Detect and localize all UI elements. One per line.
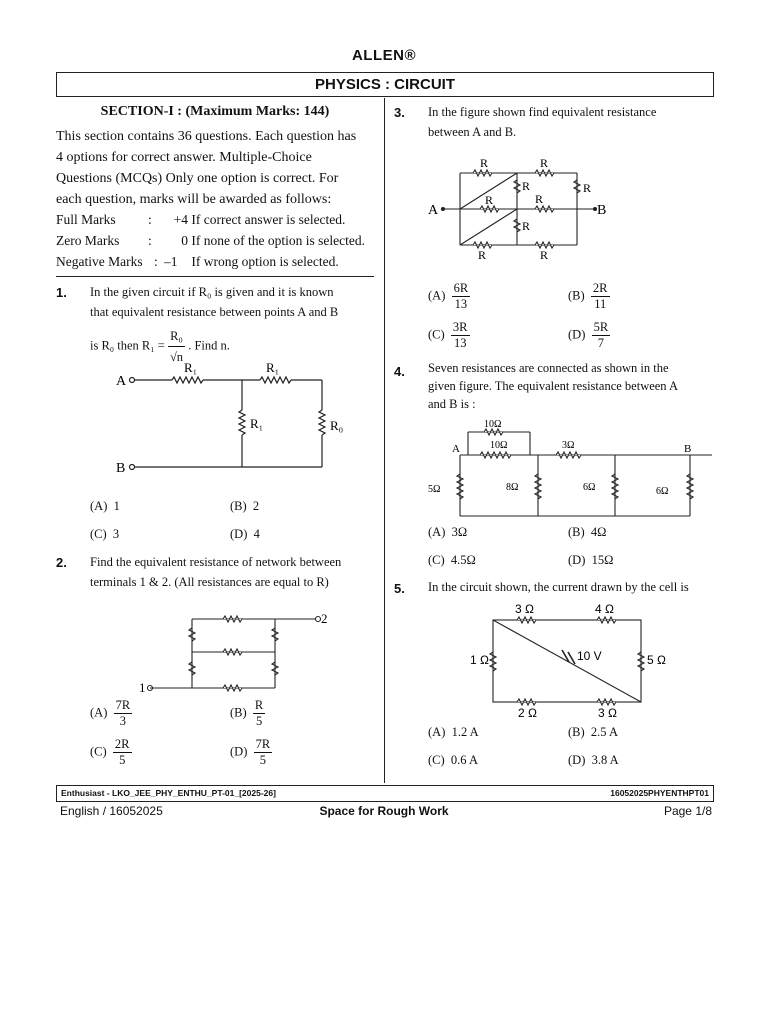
q4-option-a[interactable] (428, 525, 467, 540)
question-2-text (90, 552, 374, 592)
q3-option-c[interactable] (428, 320, 470, 351)
page-number: Page 1/8 (663, 804, 712, 818)
marks-value: 0 (181, 233, 188, 248)
option-fraction (592, 320, 611, 351)
question-4-text (428, 359, 712, 413)
q2-option-c[interactable] (90, 737, 132, 768)
r1-label: R₁ (184, 360, 198, 375)
question-3-text (428, 102, 712, 142)
fraction-den: √n (169, 350, 184, 364)
resistor-label: R (540, 156, 549, 170)
option-value: 4 (253, 527, 260, 541)
q2-circuit-diagram (135, 610, 335, 700)
marks-desc: If wrong option is selected. (191, 254, 339, 269)
q1-option-b[interactable] (230, 499, 259, 514)
option-value: 3Ω (451, 525, 468, 539)
fraction-num: 2R (114, 737, 130, 751)
option-value: 1 (113, 499, 120, 513)
option-value: 2 (252, 499, 260, 513)
intro-line: Questions (MCQs) Only one option is correct. For (56, 171, 339, 186)
q2-line: Find the equivalent resistance of network between (90, 555, 342, 569)
resistor-label: 10Ω (484, 419, 502, 430)
q5-option-b[interactable] (568, 725, 618, 740)
resistor-label: 3 Ω (598, 706, 617, 720)
question-number: 2. (56, 555, 67, 570)
option-value: 15Ω (591, 553, 614, 567)
q3-line: between A and B. (428, 125, 517, 139)
marks-row-full (56, 212, 345, 228)
option-label: (B) (568, 725, 585, 739)
q4-line: given figure. The equivalent resistance between A (428, 379, 679, 393)
resistor-label: R (480, 156, 489, 170)
option-fraction (451, 320, 470, 351)
marks-value: –1 (164, 254, 178, 269)
option-label: (D) (568, 753, 586, 767)
option-fraction (452, 281, 471, 312)
q1-line: is R₀ then R₁ = (90, 338, 165, 353)
fraction-den: 3 (119, 714, 127, 728)
rough-work-label: Space for Rough Work (319, 804, 449, 818)
q4-line: and B is : (428, 397, 476, 411)
node-a-label: A (428, 203, 439, 218)
node-a-label: A (452, 443, 460, 455)
marks-sep: : (148, 212, 152, 227)
resistor-label: R (522, 179, 531, 193)
fraction-num: 6R (453, 281, 469, 295)
option-label: (B) (230, 705, 247, 720)
option-value: 2.5 A (590, 725, 619, 739)
page-title: PHYSICS : CIRCUIT (56, 72, 714, 97)
question-number: 3. (394, 105, 405, 120)
column-divider (384, 98, 385, 783)
option-label: (A) (428, 725, 446, 739)
q3-circuit-diagram (425, 152, 625, 264)
resistor-label: 3Ω (562, 440, 575, 451)
fraction-num: 2R (592, 281, 608, 295)
fraction-num: 7R (115, 698, 131, 712)
resistor-label: R (478, 248, 487, 262)
q5-option-d[interactable] (568, 753, 619, 768)
option-value: 4.5Ω (450, 553, 476, 567)
option-label: (B) (568, 288, 585, 303)
resistor-label: R (485, 193, 494, 207)
fraction-num: 7R (255, 737, 271, 751)
q1-line: In the given circuit if R₀ is given and it is known (90, 285, 334, 299)
option-value: 4Ω (590, 525, 607, 539)
node-b-label: B (684, 443, 692, 455)
fraction-den: 13 (454, 297, 468, 311)
option-label: (A) (90, 705, 108, 720)
fraction-den: 5 (255, 714, 263, 728)
option-label: (A) (428, 288, 446, 303)
marks-value: +4 (173, 212, 188, 227)
q1-circuit-diagram (110, 360, 350, 472)
option-fraction (253, 698, 265, 729)
section-heading: SECTION-I : (Maximum Marks: 144) (100, 104, 330, 119)
marks-row-zero (56, 233, 365, 249)
marks-label: Zero Marks (56, 233, 120, 248)
resistor-label: 5 Ω (647, 653, 666, 667)
resistor-label: R (522, 219, 531, 233)
option-fraction (591, 281, 610, 312)
emf-label: 10 V (577, 649, 602, 663)
q5-circuit-diagram (465, 600, 695, 720)
q2-option-a[interactable] (90, 698, 132, 729)
option-label: (A) (428, 525, 446, 539)
q4-option-b[interactable] (568, 525, 606, 540)
q1-option-a[interactable] (90, 499, 120, 514)
option-label: (D) (230, 744, 248, 759)
fraction-den: 7 (597, 336, 605, 350)
intro-line: 4 options for correct answer. Multiple-Choice (56, 150, 312, 165)
marks-label: Full Marks (56, 212, 116, 227)
q2-option-b[interactable] (230, 698, 265, 729)
option-label: (C) (90, 527, 107, 541)
fraction-den: 13 (453, 336, 467, 350)
marks-row-negative (56, 254, 339, 270)
option-label: (C) (428, 753, 445, 767)
q1-option-d[interactable] (230, 527, 260, 542)
option-label: (D) (568, 327, 586, 342)
resistor-label: R (540, 248, 549, 262)
resistor-label: 1 Ω (470, 653, 489, 667)
option-label: (C) (428, 327, 445, 342)
fraction-den: 5 (259, 753, 267, 767)
option-value: 1.2 A (451, 725, 479, 739)
question-number: 5. (394, 581, 405, 596)
option-fraction (254, 737, 273, 768)
fraction-den: 11 (594, 297, 607, 311)
resistor-label: 6Ω (656, 486, 669, 497)
q3-option-b[interactable] (568, 281, 610, 312)
resistor-label: 8Ω (506, 482, 519, 493)
node-a-label: A (116, 374, 127, 389)
r1-label: R₁ (250, 416, 264, 431)
q3-option-a[interactable] (428, 281, 470, 312)
marks-sep: : (148, 233, 152, 248)
footer-code: Enthusiast - LKO_JEE_PHY_ENTHU_PT-01_[2025-26] (61, 788, 276, 798)
r0-label: R₀ (330, 418, 344, 433)
option-value: 3.8 A (591, 753, 619, 767)
question-number: 4. (394, 364, 405, 379)
footer-info-bar (56, 785, 714, 802)
option-label: (C) (90, 744, 107, 759)
question-5-text: In the circuit shown, the current drawn by the cell is (428, 580, 689, 594)
terminal-1-label: 1 (139, 680, 146, 695)
q4-circuit-diagram (420, 414, 715, 518)
node-b-label: B (116, 461, 126, 472)
resistor-label: 3 Ω (515, 602, 534, 616)
option-fraction (113, 737, 132, 768)
q4-line: Seven resistances are connected as shown in the (428, 361, 669, 375)
marks-desc: If none of the option is selected. (191, 233, 365, 248)
marks-label: Negative Marks (56, 254, 143, 269)
resistor-label: 5Ω (428, 484, 441, 495)
q2-line: terminals 1 & 2. (All resistances are equal to R) (90, 575, 329, 589)
q2-option-d[interactable] (230, 737, 272, 768)
resistor-label: R (535, 192, 544, 206)
marks-desc: If correct answer is selected. (191, 212, 346, 227)
q1-line: that equivalent resistance between points A and B (90, 305, 339, 319)
resistor-label: 2 Ω (518, 706, 537, 720)
section-divider (56, 276, 374, 277)
q1-line: . Find n. (188, 338, 230, 353)
brand-logo: ALLEN® (351, 47, 417, 64)
option-label: (D) (568, 553, 586, 567)
option-label: (A) (90, 499, 108, 513)
fraction-num: 3R (452, 320, 468, 334)
option-label: (D) (230, 527, 248, 541)
resistor-label: 6Ω (583, 482, 596, 493)
option-label: (B) (230, 499, 247, 513)
q5-option-a[interactable] (428, 725, 479, 740)
question-number: 1. (56, 285, 67, 300)
option-fraction (114, 698, 133, 729)
q4-option-c[interactable] (428, 553, 476, 568)
q1-option-c[interactable] (90, 527, 119, 542)
resistor-label: 4 Ω (595, 602, 614, 616)
fraction-num: R (254, 698, 264, 712)
r1-label: R₁ (266, 360, 280, 375)
q3-line: In the figure shown find equivalent resistance (428, 105, 657, 119)
option-value: 0.6 A (450, 753, 479, 767)
footer-paper-id: 16052025PHYENTHPT01 (610, 788, 709, 798)
fraction-num: R₀ (168, 326, 185, 347)
intro-line: each question, marks will be awarded as follows: (56, 192, 332, 207)
intro-line: This section contains 36 questions. Each question has (56, 129, 357, 144)
resistor-label: R (583, 181, 592, 195)
fraction-num: 5R (593, 320, 609, 334)
fraction-den: 5 (119, 753, 126, 767)
section-intro (56, 126, 374, 210)
resistor-label: 10Ω (490, 440, 508, 451)
option-label: (C) (428, 553, 445, 567)
q3-option-d[interactable] (568, 320, 610, 351)
marks-sep: : (154, 254, 158, 269)
terminal-2-label: 2 (321, 611, 328, 626)
q4-option-d[interactable] (568, 553, 613, 568)
footer-language: English / 16052025 (60, 804, 163, 818)
option-value: 3 (112, 527, 120, 541)
node-b-label: B (597, 203, 607, 218)
question-1-text (90, 282, 374, 367)
option-label: (B) (568, 525, 585, 539)
q5-option-c[interactable] (428, 753, 478, 768)
